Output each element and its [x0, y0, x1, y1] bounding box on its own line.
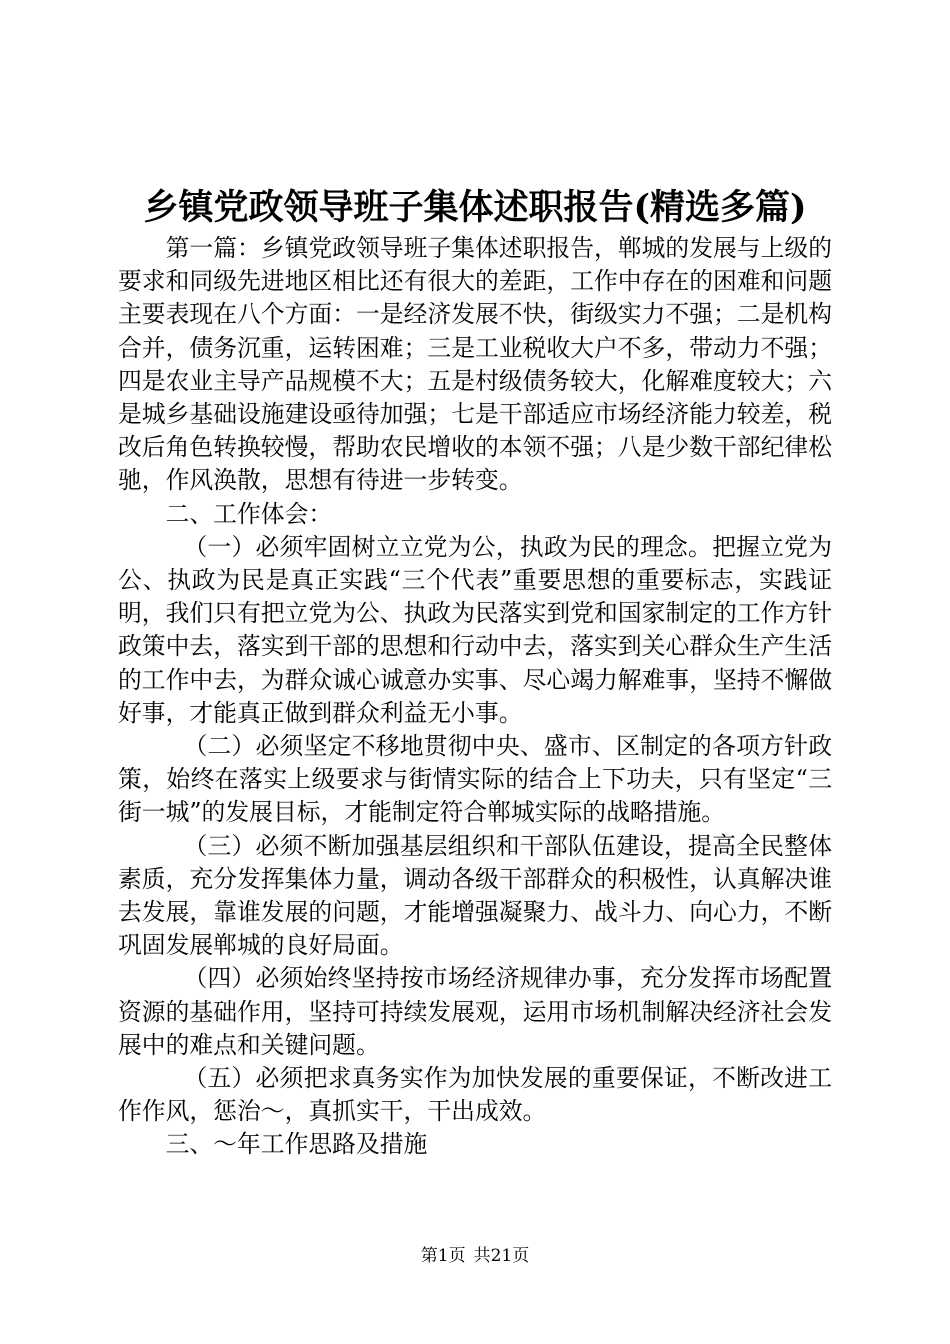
page-number: 第1页 [420, 1246, 466, 1266]
page-footer [0, 1245, 950, 1267]
paragraph-intro: 第一篇：乡镇党政领导班子集体述职报告，郸城的发展与上级的要求和同级先进地区相比还有很大的差距，工作中存在的困难和问题主要表现在八个方面：一是经济发展不快，街级实力不强；二是机构合并，债务沉重，运转困难；三是工业税收大户不多，带动力不强；四是农业主导产品规模不大；五是村级债务较大，化解难度较大；六是城乡基础设施建设亟待加强；七是干部适应市场经济能力较差，税改后角色转换较慢，帮助农民增收的本领不强；八是少数干部纪律松驰，作风涣散，思想有待进一步转变。 [118, 234, 832, 495]
paragraph-point-2: （二）必须坚定不移地贯彻中央、盛市、区制定的各项方针政策，始终在落实上级要求与街情实际的结合上下功夫，只有坚定“三街一城”的发展目标，才能制定符合郸城实际的战略措施。 [118, 732, 832, 827]
paragraph-point-3: （三）必须不断加强基层组织和干部队伍建设，提高全民整体素质，充分发挥集体力量，调动各级干部群众的积极性，认真解决谁去发展，靠谁发展的问题，才能增强凝聚力、战斗力、向心力，不断巩固发展郸城的良好局面。 [118, 831, 832, 960]
paragraph-point-1: （一）必须牢固树立立党为公，执政为民的理念。把握立党为公、执政为民是真正实践“三个代表”重要思想的重要标志，实践证明，我们只有把立党为公、执政为民落实到党和国家制定的工作方针政策中去，落实到干部的思想和行动中去，落实到关心群众生产生活的工作中去，为群众诚心诚意办实事、尽心竭力解难事，坚持不懈做好事，才能真正做到群众利益无小事。 [118, 532, 832, 727]
paragraph-point-5: （五）必须把求真务实作为加快发展的重要保证，不断改进工作作风，惩治～，真抓实干，干出成效。 [118, 1064, 832, 1126]
section-heading-work-plan: 三、～年工作思路及措施 [165, 1130, 428, 1159]
document-body [118, 232, 832, 1162]
document-title: 乡镇党政领导班子集体述职报告(精选多篇) [143, 187, 807, 228]
page-total: 共21页 [473, 1246, 530, 1266]
paragraph-point-4: （四）必须始终坚持按市场经济规律办事，充分发挥市场配置资源的基础作用，坚持可持续发展观，运用市场机制解决经济社会发展中的难点和关键问题。 [118, 964, 832, 1059]
section-heading-work-experience: 二、工作体会： [165, 499, 333, 528]
